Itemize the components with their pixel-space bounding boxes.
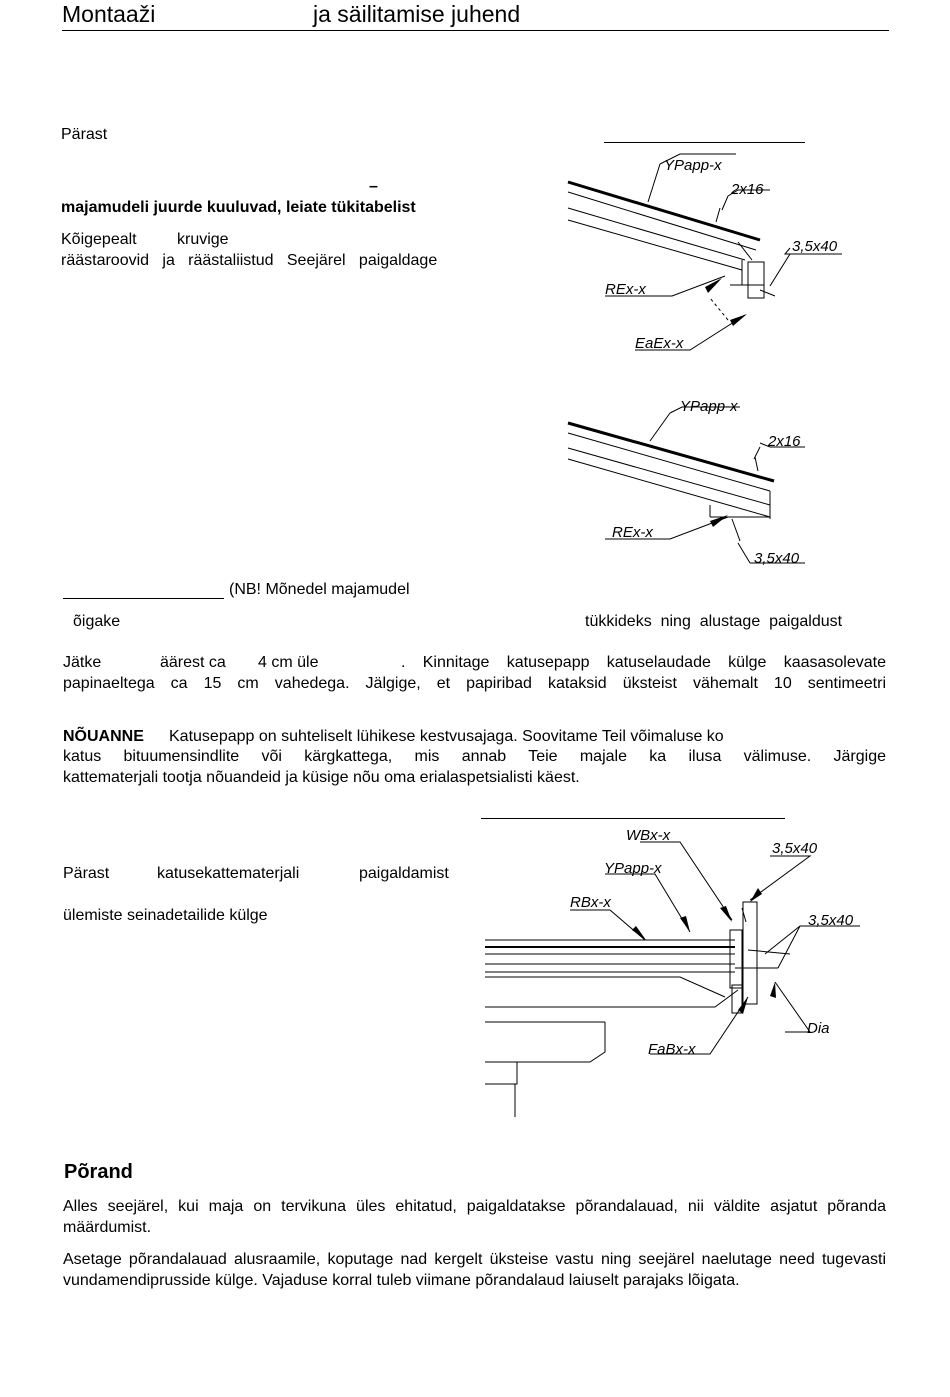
wall-line1-a: Pärast: [63, 865, 110, 882]
wall-line1-b: katusekattematerjali: [157, 865, 300, 882]
arrow-head: [720, 906, 732, 922]
diag3-label-dia: Dia: [807, 1020, 830, 1037]
line-first-b: kruvige: [177, 231, 229, 248]
header-title-part1: Montaaži: [62, 1, 156, 27]
wall-line: [485, 1022, 605, 1062]
board-line: [568, 448, 770, 505]
nail: [738, 242, 752, 260]
nail: [760, 290, 775, 296]
wall-line1-c: paigaldamist: [359, 865, 449, 882]
roofing-felt-line: [568, 423, 774, 481]
blank-rule: [481, 818, 785, 819]
diag1-label-35x40: 3,5x40: [792, 238, 838, 255]
nail: [716, 208, 720, 222]
arrow-head: [770, 982, 776, 998]
diag3-label-35x40-right: 3,5x40: [808, 912, 854, 929]
jatke-line2: papinaeltega ca 15 cm vahedega. Jälgige, et papiribad kataksid üksteist vähemalt 10 sentimeetri: [63, 675, 886, 692]
board-line: [568, 433, 770, 491]
floor-paragraph-2: Asetage põrandalauad alusraamile, koputage nad kergelt üksteise vastu ning seejärel naelutage need tugevasti vundamendiprusside külge. Vajaduse korral tuleb viimane põrandalaud laiuselt parajaks lõigata.: [63, 1251, 886, 1289]
nouanne-label: NÕUANNE: [63, 728, 144, 745]
wall-line: [485, 1062, 517, 1084]
line-eaves: räästaroovid ja räästaliistud Seejärel paigaldage: [61, 252, 438, 269]
nail: [732, 519, 740, 541]
diag3-label-ypapp: YPapp-x: [604, 860, 662, 877]
wall-junction-diagram: [480, 822, 860, 1122]
diag2-label-rex: REx-x: [612, 524, 653, 541]
left-word: õigake: [73, 613, 121, 630]
diag1-label-eaex: EaEx-x: [635, 335, 684, 352]
diag3-label-35x40-top: 3,5x40: [772, 840, 818, 857]
jatke-b: äärest ca: [160, 654, 226, 671]
nouanne-line1: Katusepapp on suhteliselt lühikese kestvusajaga. Soovitame Teil võimaluse ko: [169, 728, 724, 745]
board-line: [568, 192, 756, 250]
diag1-label-rex: REx-x: [605, 281, 646, 298]
leader-dia: [775, 982, 810, 1032]
nouanne-line2: katus bituumensindlite või kärgkattega, mis annab Teie majale ka ilusa välimuse. Järgige: [63, 748, 886, 765]
roof-intro-word: Pärast: [61, 126, 108, 143]
gable-edge-diagram: [560, 393, 820, 573]
diag3-label-rbx: RBx-x: [570, 894, 611, 911]
diag3-label-wbx: WBx-x: [626, 827, 671, 844]
leader-35x40: [738, 543, 750, 563]
floor-paragraph-1: Alles seejärel, kui maja on tervikuna üles ehitatud, paigaldatakse põrandalauad, nii väldite asjatut põranda määrdumist.: [63, 1198, 886, 1236]
diag1-label-ypapp: YPapp-x: [664, 157, 722, 174]
arrow-head: [632, 926, 646, 940]
leader-ypapp: [648, 164, 660, 202]
nb-note: (NB! Mõnedel majamudel: [229, 581, 410, 598]
nouanne-line3: kattematerjali tootja nõuandeid ja küsige nõu oma erialaspetsialisti käest.: [63, 769, 580, 786]
diag2-label-2x16: 2x16: [768, 433, 801, 450]
leader-35x40: [770, 254, 790, 286]
wall-line2: ülemiste seinadetailide külge: [63, 907, 268, 924]
dash-line: [710, 298, 728, 320]
board-line: [568, 459, 770, 517]
bold-instruction: majamudeli juurde kuuluvad, leiate tükitabelist: [61, 199, 416, 216]
blank-rule: [604, 142, 805, 143]
leader-ypapp: [650, 413, 670, 441]
page-header: [62, 0, 889, 31]
post: [730, 930, 742, 988]
leader-35x40-right: [765, 926, 800, 954]
leader-2x16: [722, 196, 728, 210]
eaves-board: [748, 262, 764, 298]
right-phrase: tükkideks ning alustage paigaldust: [585, 613, 843, 630]
board-line: [568, 208, 745, 260]
header-title-part2: ja säilitamise juhend: [313, 1, 521, 27]
eaves-detail-diagram: [560, 150, 860, 360]
floor-heading: Põrand: [64, 1161, 133, 1183]
diag2-label-35x40: 3,5x40: [754, 550, 800, 567]
beam-line: [485, 990, 738, 1007]
arrow-head: [680, 916, 690, 932]
diag1-label-2x16: 2x16: [731, 181, 764, 198]
jatke-d: . Kinnitage katusepapp katuselaudade külge kaasasolevate: [401, 654, 886, 671]
leader-ypapp: [605, 874, 690, 932]
line-first-a: Kõigepealt: [61, 231, 137, 248]
nail: [755, 457, 758, 471]
arrow-head: [730, 314, 747, 326]
jatke-a: Jätke: [63, 654, 102, 671]
diag3-label-fabx: FaBx-x: [648, 1041, 696, 1058]
leader-rbx: [570, 910, 645, 940]
beam-line: [485, 977, 725, 997]
leader-wbx: [640, 842, 732, 920]
leader-35x40-right: [778, 926, 800, 968]
diag2-label-ypapp: YPapp-x: [680, 398, 738, 415]
leader-2x16: [754, 447, 760, 459]
jatke-c: 4 cm üle: [258, 654, 319, 671]
dash: –: [369, 178, 378, 195]
arrow-head: [750, 888, 762, 902]
blank-rule: [63, 598, 224, 599]
